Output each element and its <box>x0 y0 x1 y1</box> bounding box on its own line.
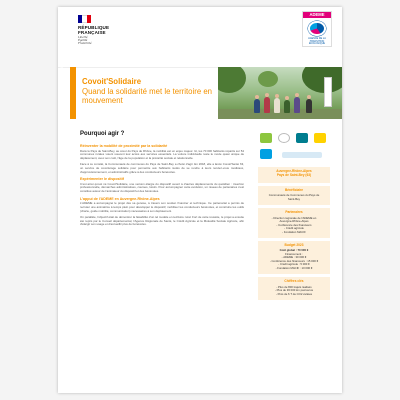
section-2 <box>80 177 244 194</box>
partner-logo-covoit <box>278 133 290 143</box>
info-card-location <box>258 167 330 183</box>
card-text: Financement : - ADEME : 30 000 € - Conférence des financeurs : 15 000 € - Crédit agricole : 5 000 € - Fondation MACIF : 10 000 € <box>269 251 319 270</box>
info-card-key-figures <box>258 277 330 300</box>
card-title: Auvergne-Rhône-Alpes Pays de Saint-Bey (63) <box>276 169 312 177</box>
french-flag-icon <box>78 15 91 23</box>
card-title: Bénéficiaire <box>284 188 304 193</box>
ademe-subtitle: AGENCE DE LA TRANSITION ÉCOLOGIQUE <box>308 37 326 46</box>
section-title: Expérimenter le dispositif <box>80 177 124 182</box>
partner-logo-departement <box>314 133 326 143</box>
document-subtitle: Quand la solidarité met le territoire en mouvement <box>82 87 213 105</box>
republique-title: RÉPUBLIQUE FRANÇAISE <box>78 25 110 35</box>
card-text: Communauté de Communes du Pays de Saint-Bey <box>268 193 320 201</box>
card-text: - Plus de 800 trajets réalisés - Plus de 36 000 km parcourus - Près de 6 T de CO2 évitées <box>274 284 314 296</box>
section-1 <box>80 144 244 174</box>
republique-motto: Liberté Égalité Fraternité <box>78 36 92 45</box>
article-column <box>80 131 244 230</box>
ademe-logo <box>302 11 332 47</box>
article-heading: Pourquoi agir ? <box>80 131 125 137</box>
republique-francaise-logo <box>78 15 148 45</box>
paragraph: Dans le Pays de Saint-Bey, au cœur du Pays de Rhône, la mobilité est un enjeu majeur. Ici, les 70 000 habitants répartis sur 54 communes rurales voient souvent leur accès aux services essentiels. La voiture individuelle reste le mode quasi unique de déplacement, avec son coût, l'âge de la population et la précarité sociale et relationnelle. <box>80 148 244 160</box>
card-total: Coût global : 70 000 € <box>279 248 309 253</box>
ribbon-label: ÉTUDE DE CAS <box>60 65 64 95</box>
info-card-beneficiary <box>258 186 330 205</box>
paragraph: L'ADEME a accompagné le projet dès sa genèse, à travers son soutien financier et technique. Ce partenariat a permis de recruter une animatrice à temps plein pour développer le dispositif, mobiliser les conducteurs bénévoles, et construire les outils (charte, guide mobilité, communication) nécessaires à son déploiement. <box>80 201 244 213</box>
info-card-budget <box>258 241 330 274</box>
info-card-partners <box>258 208 330 238</box>
case-study-ribbon <box>70 67 76 119</box>
partner-logo-pays-saint-bey <box>260 133 272 143</box>
ademe-emblem-icon <box>308 21 326 36</box>
card-title: Chiffres clés <box>284 279 304 284</box>
section-title: Réinventer la mobilité de proximité par la solidarité <box>80 144 168 148</box>
paragraph: C'est ainsi qu'est né Covoit'Solidaire, une version élargie du dispositif ouvert à d'autres déplacements du quotidien : insertion professionnelle, démarches administratives, courses, loisirs. Pour accompagner cette évolution, un réseau de partenaires s'est constitué autour de l'animateur du dispositif et des bénévoles. <box>80 181 244 194</box>
ademe-label: ADEME <box>303 12 331 18</box>
card-title: Partenaires <box>285 210 303 215</box>
partner-logo-fondation <box>260 149 272 159</box>
info-sidebar <box>258 131 330 303</box>
partner-logo-credit-agricole <box>296 133 308 143</box>
document-page <box>58 7 342 393</box>
partner-logo-sante <box>282 152 322 158</box>
partner-logos <box>258 131 330 165</box>
card-title: Budget 2023 <box>284 243 304 248</box>
section-3 <box>80 197 244 227</box>
paragraph: Face à ce constat, la Communauté de communes du Pays de Saint-Bey a choisi d'agir. En 2018, elle a lancé Covoit'Santé 63, un service de covoiturage solidaire pour permettre aux habitants isolés de se rendre à leurs rendez-vous médicaux, d'approvisionnement, et administratifs grâce à des conducteurs bénévoles. <box>80 162 244 174</box>
paragraph: On parallèle, l'objectif était de démontrer la faisabilité d'un tel modèle en territoire rural. Fort de cette réussite, le projet a ensuite été repris par le Conseil départemental, l'Agence Régionale de Santé, le Crédit Agricole et la Mutualité Sociale Agricole, afin d'élargir son usage et d'accueillir plus de bénévoles. <box>80 214 244 227</box>
cover-photo <box>218 67 342 119</box>
section-title: L'appui de l'ADEME en Auvergne-Rhône-Alpes <box>80 196 160 201</box>
document-title: Covoit'Solidaire <box>82 77 142 86</box>
card-text: - Direction régionale de l'ADEME en Auvergne-Rhône-Alpes - Conférence des financeurs - Crédit agricole - Fondation MACIF <box>271 215 317 234</box>
